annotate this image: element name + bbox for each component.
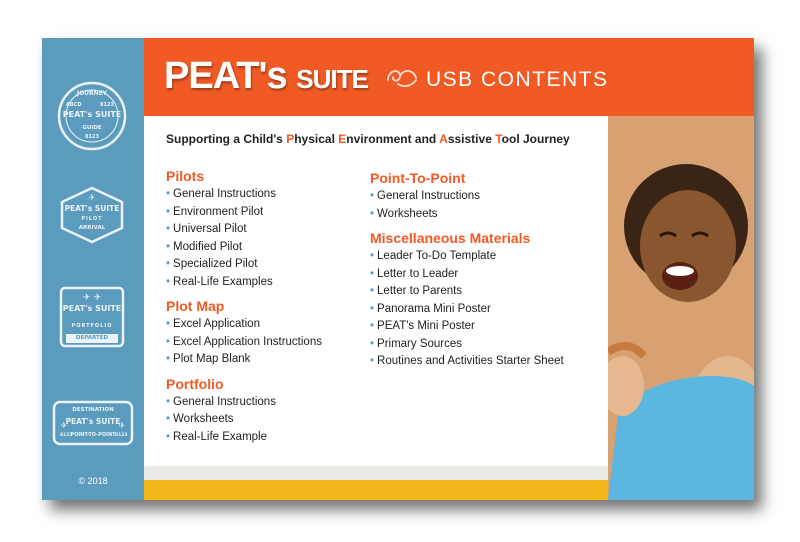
list-item: [166, 204, 322, 222]
list-item: [166, 256, 322, 274]
list-item: [166, 274, 322, 292]
stamp-journey-top: JOURNEY: [76, 90, 108, 97]
list-item-label: Specialized Pilot: [173, 258, 258, 270]
list-item-label: General Instructions: [173, 188, 276, 200]
right-column: [370, 168, 564, 371]
laughing-child-image: [608, 116, 754, 500]
subtitle: [166, 132, 570, 146]
copyright: © 2018: [78, 476, 108, 486]
list-item-label: Universal Pilot: [173, 223, 247, 235]
list-item-label: Primary Sources: [377, 337, 463, 350]
list-item: [166, 429, 322, 447]
stamp-journey-code: 8123: [100, 102, 114, 108]
section-title: USB CONTENTS: [426, 68, 609, 91]
bullet-icon: •: [166, 258, 171, 270]
subtitle-highlight-letter: P: [286, 132, 295, 146]
journey-guide-stamp: [56, 80, 128, 152]
bullet-icon: •: [166, 240, 171, 253]
subtitle-text: ssistive: [447, 132, 496, 146]
list-item: [166, 186, 322, 204]
list-item: [166, 239, 322, 257]
list-item-label: Excel Application: [173, 318, 260, 330]
stamp-destination-code2: 8123: [115, 433, 128, 438]
list-item: [166, 351, 322, 369]
subtitle-highlight-letter: A: [439, 132, 448, 146]
brand-small: SUITE: [296, 64, 368, 94]
list-item-label: Real-Life Example: [173, 430, 267, 443]
list-item: [370, 301, 564, 319]
bullet-icon: •: [166, 335, 171, 348]
list-item-label: Leader To-Do Template: [377, 250, 497, 262]
list-item: [370, 188, 564, 206]
subtitle-text: hysical: [294, 132, 339, 146]
brand-main: PEAT's: [164, 55, 287, 97]
list-item-label: Worksheets: [173, 413, 234, 425]
list-item: [166, 411, 322, 429]
list-item-label: General Instructions: [377, 190, 480, 202]
section-heading: Plot Map: [166, 298, 225, 314]
svg-text:✈ ✈: ✈ ✈: [82, 293, 102, 303]
stamp-portfolio-name: PEAT's SUITE: [62, 304, 122, 313]
list-item: [370, 248, 564, 266]
bullet-icon: •: [166, 205, 171, 218]
subtitle-text: nvironment and: [346, 132, 440, 146]
yellow-bar: [144, 480, 608, 500]
bullet-icon: •: [370, 285, 375, 297]
stamp-journey-code2: 8123: [85, 134, 99, 140]
bullet-icon: •: [370, 355, 375, 367]
bullet-icon: •: [370, 207, 375, 220]
stamp-pilot-bottom: ARRIVAL: [78, 225, 106, 231]
list-item-label: Routines and Activities Starter Sheet: [377, 355, 564, 367]
perforated-strip: [144, 466, 608, 480]
bullet-icon: •: [370, 302, 375, 315]
list-item-label: Real-Life Examples: [173, 275, 273, 288]
subtitle-text: ool Journey: [501, 132, 570, 146]
list-item: [166, 334, 322, 352]
bullet-icon: •: [166, 223, 171, 235]
subtitle-highlight-letter: E: [338, 132, 347, 146]
bullet-icon: •: [370, 320, 375, 332]
brand-title: [164, 52, 368, 103]
sidebar: [42, 38, 144, 500]
list-item-label: Environment Pilot: [173, 205, 264, 218]
bullet-icon: •: [166, 395, 171, 408]
bullet-icon: •: [370, 267, 375, 280]
list-item-label: Modified Pilot: [173, 240, 243, 253]
list-item-label: Excel Application Instructions: [173, 335, 322, 348]
list-item: [370, 318, 564, 336]
stamp-journey-bottom: GUIDE: [82, 125, 102, 131]
stamp-pilot-mid: PILOT: [81, 216, 103, 222]
child-photo: [608, 116, 754, 500]
list-item-label: Panorama Mini Poster: [377, 302, 491, 315]
bullet-icon: •: [166, 353, 171, 365]
svg-text:✈: ✈: [118, 421, 126, 430]
list-item-label: Letter to Parents: [377, 285, 463, 297]
stamp-destination-code: 8123: [60, 433, 73, 438]
portfolio-departed-stamp: [59, 286, 125, 348]
pilot-stamp-icon: [59, 186, 125, 244]
usb-contents-card: [42, 38, 754, 500]
stamp-destination-name: PEAT's SUITE: [65, 417, 121, 426]
list-item: [166, 394, 322, 412]
stamp-journey-name: PEAT's SUITE: [62, 110, 122, 119]
left-column: [166, 166, 322, 446]
stamp-destination-top: DESTINATION: [72, 407, 114, 413]
bullet-icon: •: [166, 413, 171, 425]
list-item: [370, 266, 564, 284]
list-item: [166, 316, 322, 334]
bullet-icon: •: [166, 318, 171, 330]
stamp-destination-bottom: POINT-TO-POINT: [70, 432, 116, 438]
contents-panel: [144, 116, 608, 466]
list-item: [370, 336, 564, 354]
bullet-icon: •: [166, 275, 171, 288]
section-heading: Pilots: [166, 168, 205, 184]
bullet-icon: •: [166, 430, 171, 443]
list-item: [370, 353, 564, 371]
list-item-label: General Instructions: [173, 395, 276, 408]
subtitle-text: Supporting a Child's: [166, 132, 287, 146]
stamp-portfolio-bottom: DEPARTED: [75, 335, 109, 341]
section-heading: Point-To-Point: [370, 170, 466, 186]
stamp-journey-abcd: ABCD: [66, 102, 82, 108]
swirl-ornament-icon: [384, 64, 420, 90]
stamp-pilot-name: PEAT's SUITE: [64, 204, 120, 213]
subtitle-highlight-letter: T: [495, 132, 502, 146]
svg-text:✈: ✈: [60, 421, 68, 430]
list-item-label: Plot Map Blank: [173, 353, 251, 365]
section-heading: Portfolio: [166, 375, 224, 392]
list-item-label: PEAT's Mini Poster: [377, 320, 475, 332]
list-item-label: Worksheets: [377, 207, 438, 220]
section-heading: Miscellaneous Materials: [370, 230, 531, 246]
header-banner: [144, 38, 754, 116]
destination-stamp: [52, 400, 134, 446]
pilot-arrival-stamp: [59, 186, 125, 244]
svg-text:✈: ✈: [88, 193, 96, 202]
list-item: [166, 221, 322, 239]
list-item: [370, 206, 564, 224]
bullet-icon: •: [370, 337, 375, 350]
bullet-icon: •: [166, 188, 171, 200]
list-item: [370, 283, 564, 301]
stamp-portfolio-mid: PORTFOLIO: [71, 323, 113, 329]
bullet-icon: •: [370, 250, 375, 262]
bullet-icon: •: [370, 190, 375, 202]
list-item-label: Letter to Leader: [377, 267, 459, 280]
